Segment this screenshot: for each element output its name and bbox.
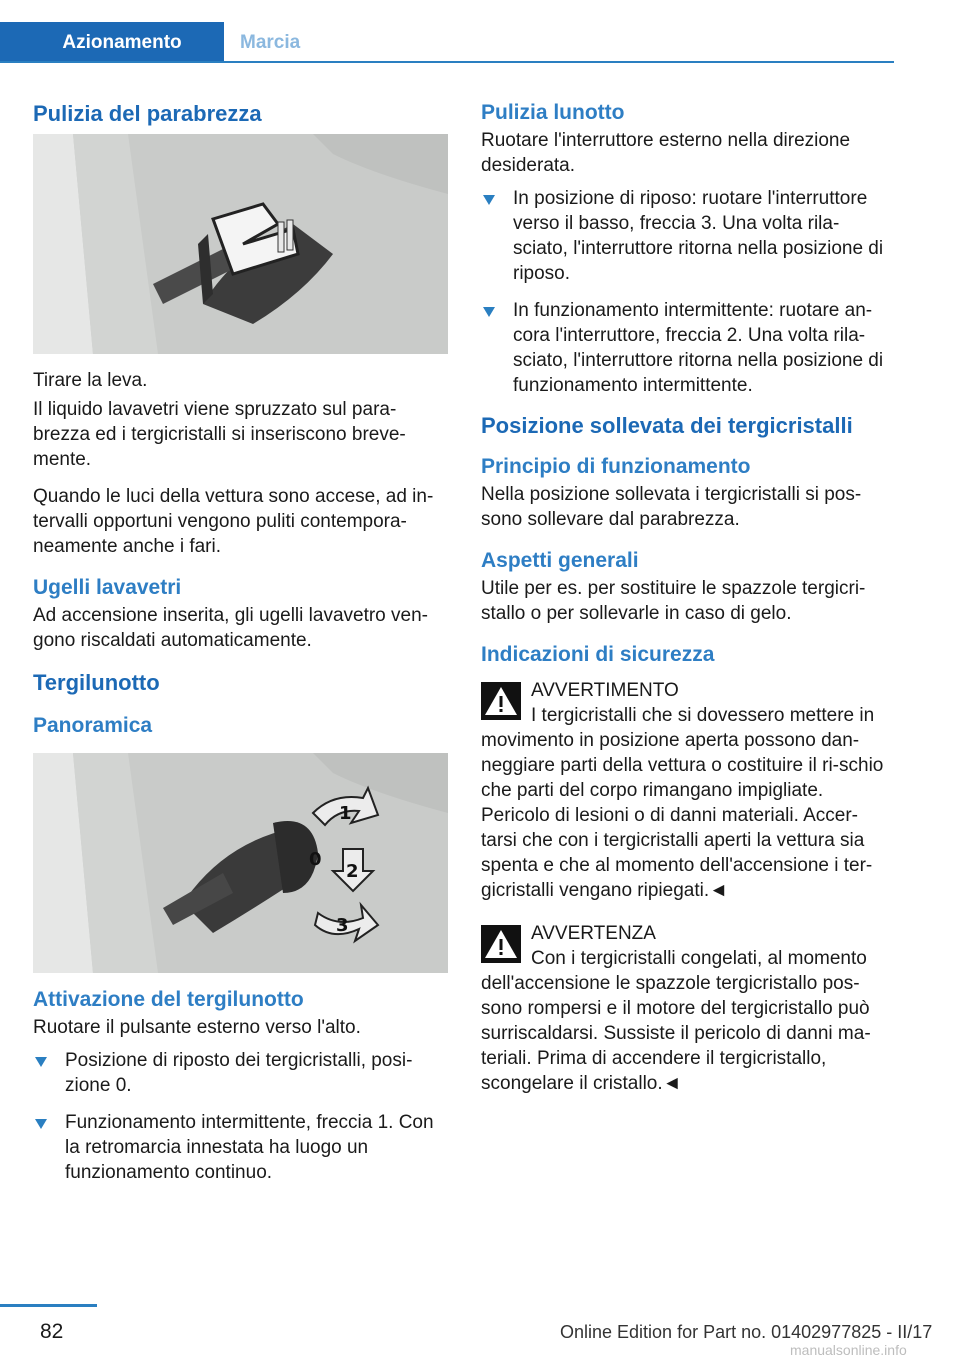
- paragraph-luci-vettura: Quando le luci della vettura sono accese, ad in‐tervalli opportuni vengono puliti contempora‐neamente anche i fari.: [33, 486, 434, 557]
- warning-triangle-icon: [481, 925, 521, 963]
- warning-body: Con i tergicristalli congelati, al momento dell'accensione le spazzole tergicristallo pos‐sono rompersi e il motore del tergicristallo può surriscaldarsi. Sussiste il pericolo di danni ma‐teriali. Prima di accendere il tergicristallo, scongelare il cristallo.◄: [481, 948, 871, 1094]
- header: [0, 22, 894, 63]
- header-rule: [0, 61, 894, 63]
- wiper-lever-photo: [33, 134, 448, 354]
- warning-block-2: [481, 921, 893, 1096]
- diagram-label-1: 1: [339, 803, 352, 824]
- section-title-ugelli: Ugelli lavavetri: [33, 576, 182, 599]
- section-title-pulizia-lunotto: Pulizia lunotto: [481, 101, 625, 124]
- section-subtitle-panoramica: Panoramica: [33, 714, 153, 737]
- paragraph-tirare-leva: Tirare la leva.: [33, 370, 148, 391]
- paragraph-liquido-lavavetri: Il liquido lavavetri viene spruzzato sul para‐brezza ed i tergicristalli si inseriscono breve‐mente.: [33, 399, 406, 470]
- list-item: In funzionamento intermittente: ruotare an‐cora l'interruttore, freccia 2. Una volta rila‐sciato, l'interruttore ritorna nella posizione di funzionamento intermittente.: [481, 298, 893, 398]
- section-title-principio: Principio di funzionamento: [481, 455, 751, 478]
- warning-body: I tergicristalli che si dovessero mettere in movimento in posizione aperta possono dan‐neggiare parti della vettura o costituire il ri‐schio che parti del corpo rimangano impigliate. Pericolo di lesioni o di danni materiali. Accer‐tarsi che con i tergicristalli aperti la vettura sia spenta e che al momento dell'accensione i ter‐gicristalli vengano ripiegati.◄: [481, 705, 884, 901]
- section-title-pulizia-parabrezza: Pulizia del parabrezza: [33, 101, 262, 126]
- section-title-aspetti-generali: Aspetti generali: [481, 549, 639, 572]
- section-title-attivazione-tergilunotto: Attivazione del tergilunotto: [33, 988, 304, 1011]
- paragraph-ruotare-interruttore: Ruotare l'interruttore esterno nella direzione desiderata.: [481, 130, 851, 176]
- paragraph-ruotare-pulsante: Ruotare il pulsante esterno verso l'alto.: [33, 1017, 361, 1038]
- tergilunotto-bullets: [33, 1048, 449, 1185]
- diagram-label-3: 3: [336, 915, 349, 936]
- warning-title: AVVERTIMENTO: [531, 680, 679, 701]
- list-item: Posizione di riposto dei tergicristalli, posi‐zione 0.: [33, 1048, 449, 1098]
- diagram-label-0: 0: [309, 849, 322, 870]
- warning-title: AVVERTENZA: [531, 923, 656, 944]
- section-title-posizione-sollevata: Posizione sollevata dei tergicristalli: [481, 413, 853, 438]
- page-number: 82: [40, 1320, 64, 1343]
- section-title-tergilunotto: Tergilunotto: [33, 670, 160, 695]
- diagram-label-2: 2: [346, 861, 359, 882]
- list-item: In posizione di riposo: ruotare l'interruttore verso il basso, freccia 3. Una volta rila‐sciato, l'interruttore ritorna nella posizione di riposo.: [481, 186, 893, 286]
- warning-triangle-icon: [481, 682, 521, 720]
- tab-marcia[interactable]: Marcia: [240, 31, 301, 53]
- tab-azionamento[interactable]: Azionamento: [0, 22, 224, 63]
- watermark: manualsonline.info: [790, 1342, 907, 1358]
- paragraph-aspetti-generali: Utile per es. per sostituire le spazzole tergicri‐stallo o per sollevarle in caso di gelo.: [481, 578, 866, 624]
- paragraph-principio: Nella posizione sollevata i tergicristalli si pos‐sono sollevare dal parabrezza.: [481, 484, 862, 530]
- lunotto-bullets: [481, 186, 893, 398]
- section-title-indicazioni-sicurezza: Indicazioni di sicurezza: [481, 643, 715, 666]
- rear-wiper-switch-photo: [33, 753, 448, 973]
- left-column: [33, 100, 449, 1197]
- footer-rule: [0, 1304, 97, 1307]
- paragraph-ugelli: Ad accensione inserita, gli ugelli lavavetro ven‐gono riscaldati automaticamente.: [33, 605, 428, 651]
- list-item: Funzionamento intermittente, freccia 1. Con la retromarcia innestata ha luogo un funzionamento continuo.: [33, 1110, 449, 1185]
- edition-line: Online Edition for Part no. 01402977825 - II/17: [560, 1322, 933, 1342]
- right-column: [481, 100, 893, 1108]
- warning-block-1: [481, 678, 893, 903]
